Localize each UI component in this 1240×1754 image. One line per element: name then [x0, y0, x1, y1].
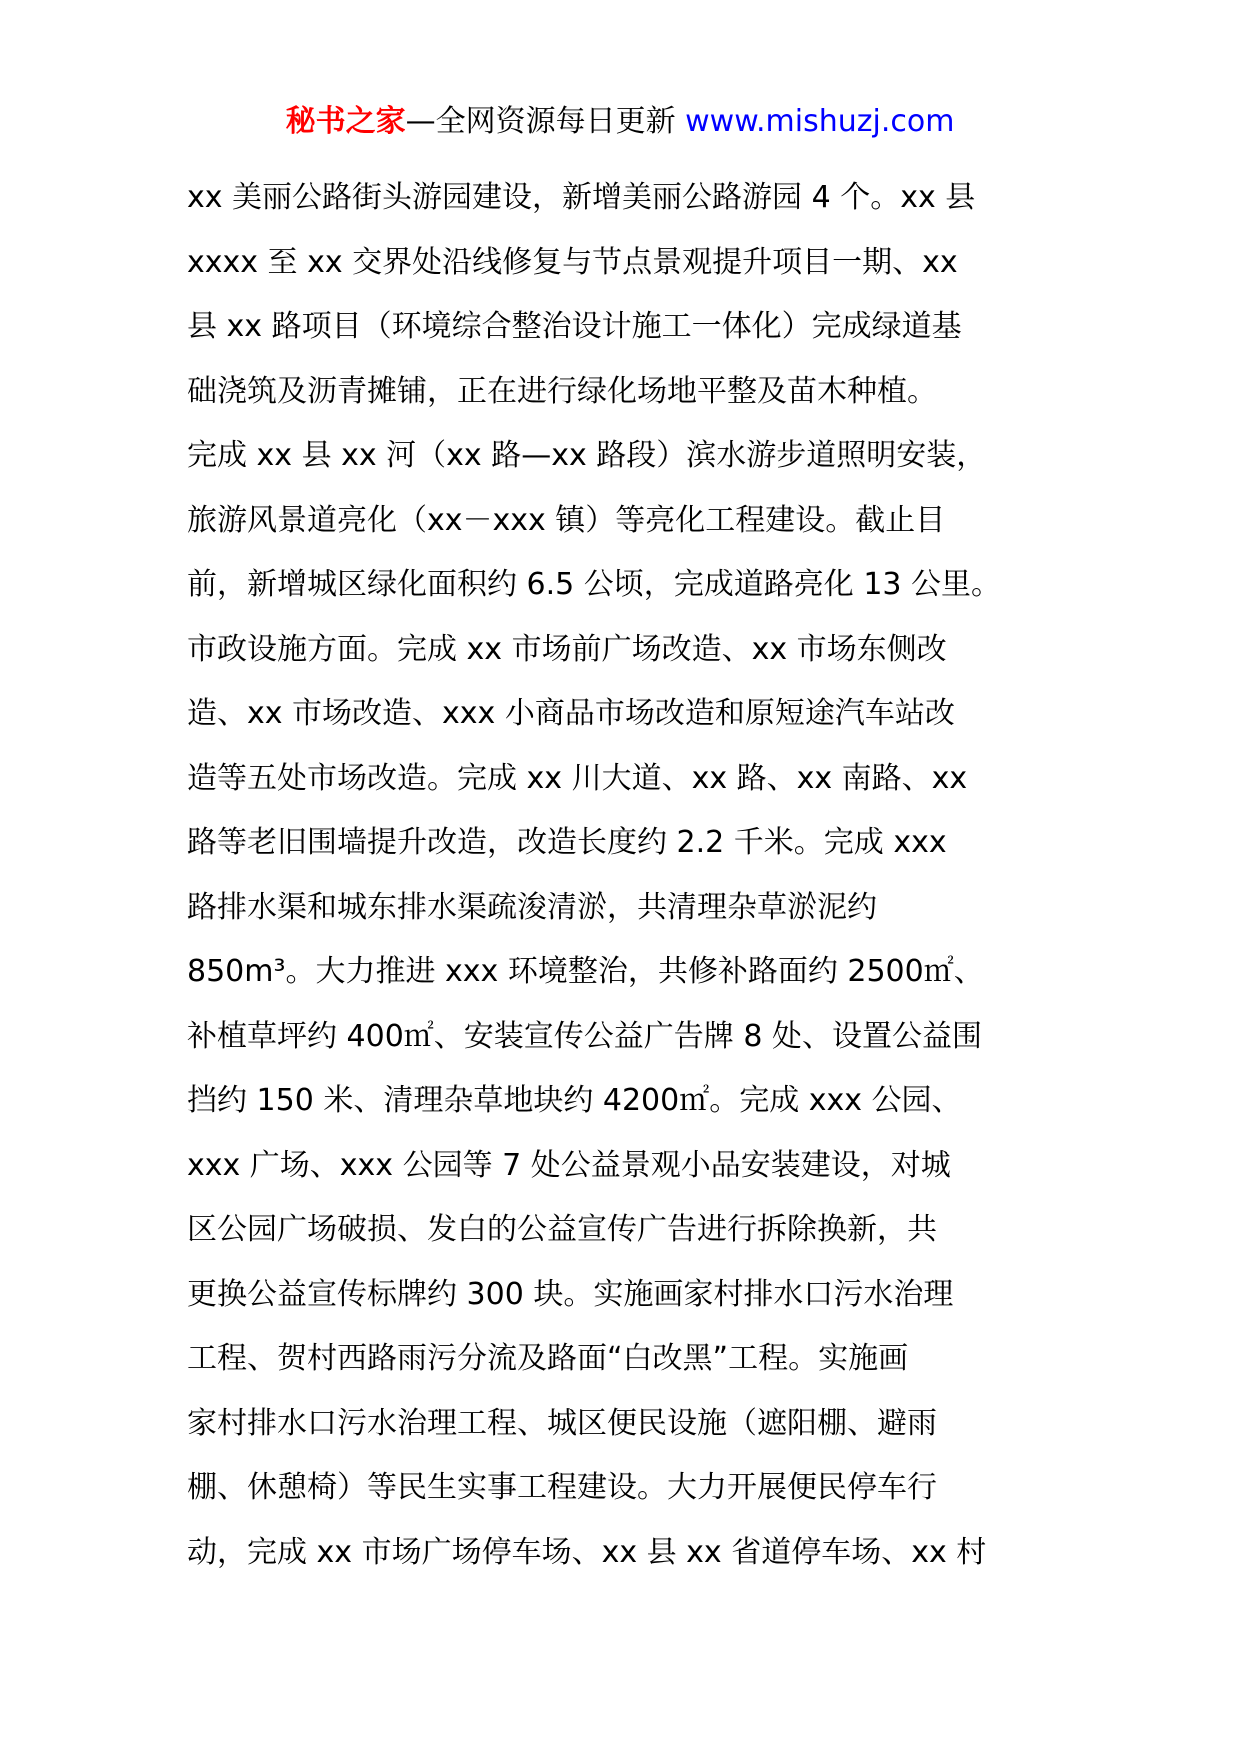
brand-name: 秘书之家	[285, 104, 406, 139]
body-line: 路等老旧围墙提升改造，改造长度约 2.2 千米。完成 xxx	[187, 825, 947, 860]
body-line: 旅游风景道亮化（xx－xxx 镇）等亮化工程建设。截止目	[187, 502, 946, 538]
body-line: 前，新增城区绿化面积约 6.5 公顷，完成道路亮化 13 公里。	[187, 567, 1002, 602]
body-line: xxx 广场、xxx 公园等 7 处公益景观小品安装建设，对城	[187, 1147, 951, 1183]
body-line: 完成 xx 县 xx 河（xx 路—xx 路段）滨水游步道照明安装，	[187, 438, 987, 473]
page-header	[0, 100, 1240, 144]
body-line: 棚、休憩椅）等民生实事工程建设。大力开展便民停车行	[187, 1470, 937, 1505]
body-line: 更换公益宣传标牌约 300 块。实施画家村排水口污水治理	[187, 1276, 954, 1312]
body-line: 挡约 150 米、清理杂草地块约 4200㎡。完成 xxx 公园、	[187, 1083, 962, 1118]
body-line: xx 美丽公路街头游园建设，新增美丽公路游园 4 个。xx 县	[187, 180, 976, 215]
body-line: 造等五处市场改造。完成 xx 川大道、xx 路、xx 南路、xx	[187, 760, 968, 796]
body-line: 造、xx 市场改造、xxx 小商品市场改造和原短途汽车站改	[187, 696, 955, 731]
body-line: 850m³。大力推进 xxx 环境整治，共修补路面约 2500㎡、	[187, 954, 984, 989]
body-line: 工程、贺村西路雨污分流及路面“白改黑”工程。实施画	[187, 1341, 909, 1376]
header-tagline: —全网资源每日更新	[405, 104, 676, 139]
body-line: 家村排水口污水治理工程、城区便民设施（遮阳棚、避雨	[187, 1405, 937, 1441]
website-link[interactable]: www.mishuzj.com	[685, 104, 955, 139]
body-line: 础浇筑及沥青摊铺，正在进行绿化场地平整及苗木种植。	[187, 373, 937, 409]
body-line: 区公园广场破损、发白的公益宣传广告进行拆除换新，共	[187, 1212, 937, 1247]
document-body	[187, 166, 1087, 1585]
body-line: 路排水渠和城东排水渠疏浚清淤，共清理杂草淤泥约	[187, 889, 877, 925]
body-line: 动，完成 xx 市场广场停车场、xx 县 xx 省道停车场、xx 村	[187, 1534, 987, 1570]
body-line: 补植草坪约 400㎡、安装宣传公益广告牌 8 处、设置公益围	[187, 1018, 982, 1054]
body-line: 县 xx 路项目（环境综合整治设计施工一体化）完成绿道基	[187, 309, 962, 344]
body-line: xxxx 至 xx 交界处沿线修复与节点景观提升项目一期、xx	[187, 244, 958, 280]
body-line: 市政设施方面。完成 xx 市场前广场改造、xx 市场东侧改	[187, 631, 947, 667]
